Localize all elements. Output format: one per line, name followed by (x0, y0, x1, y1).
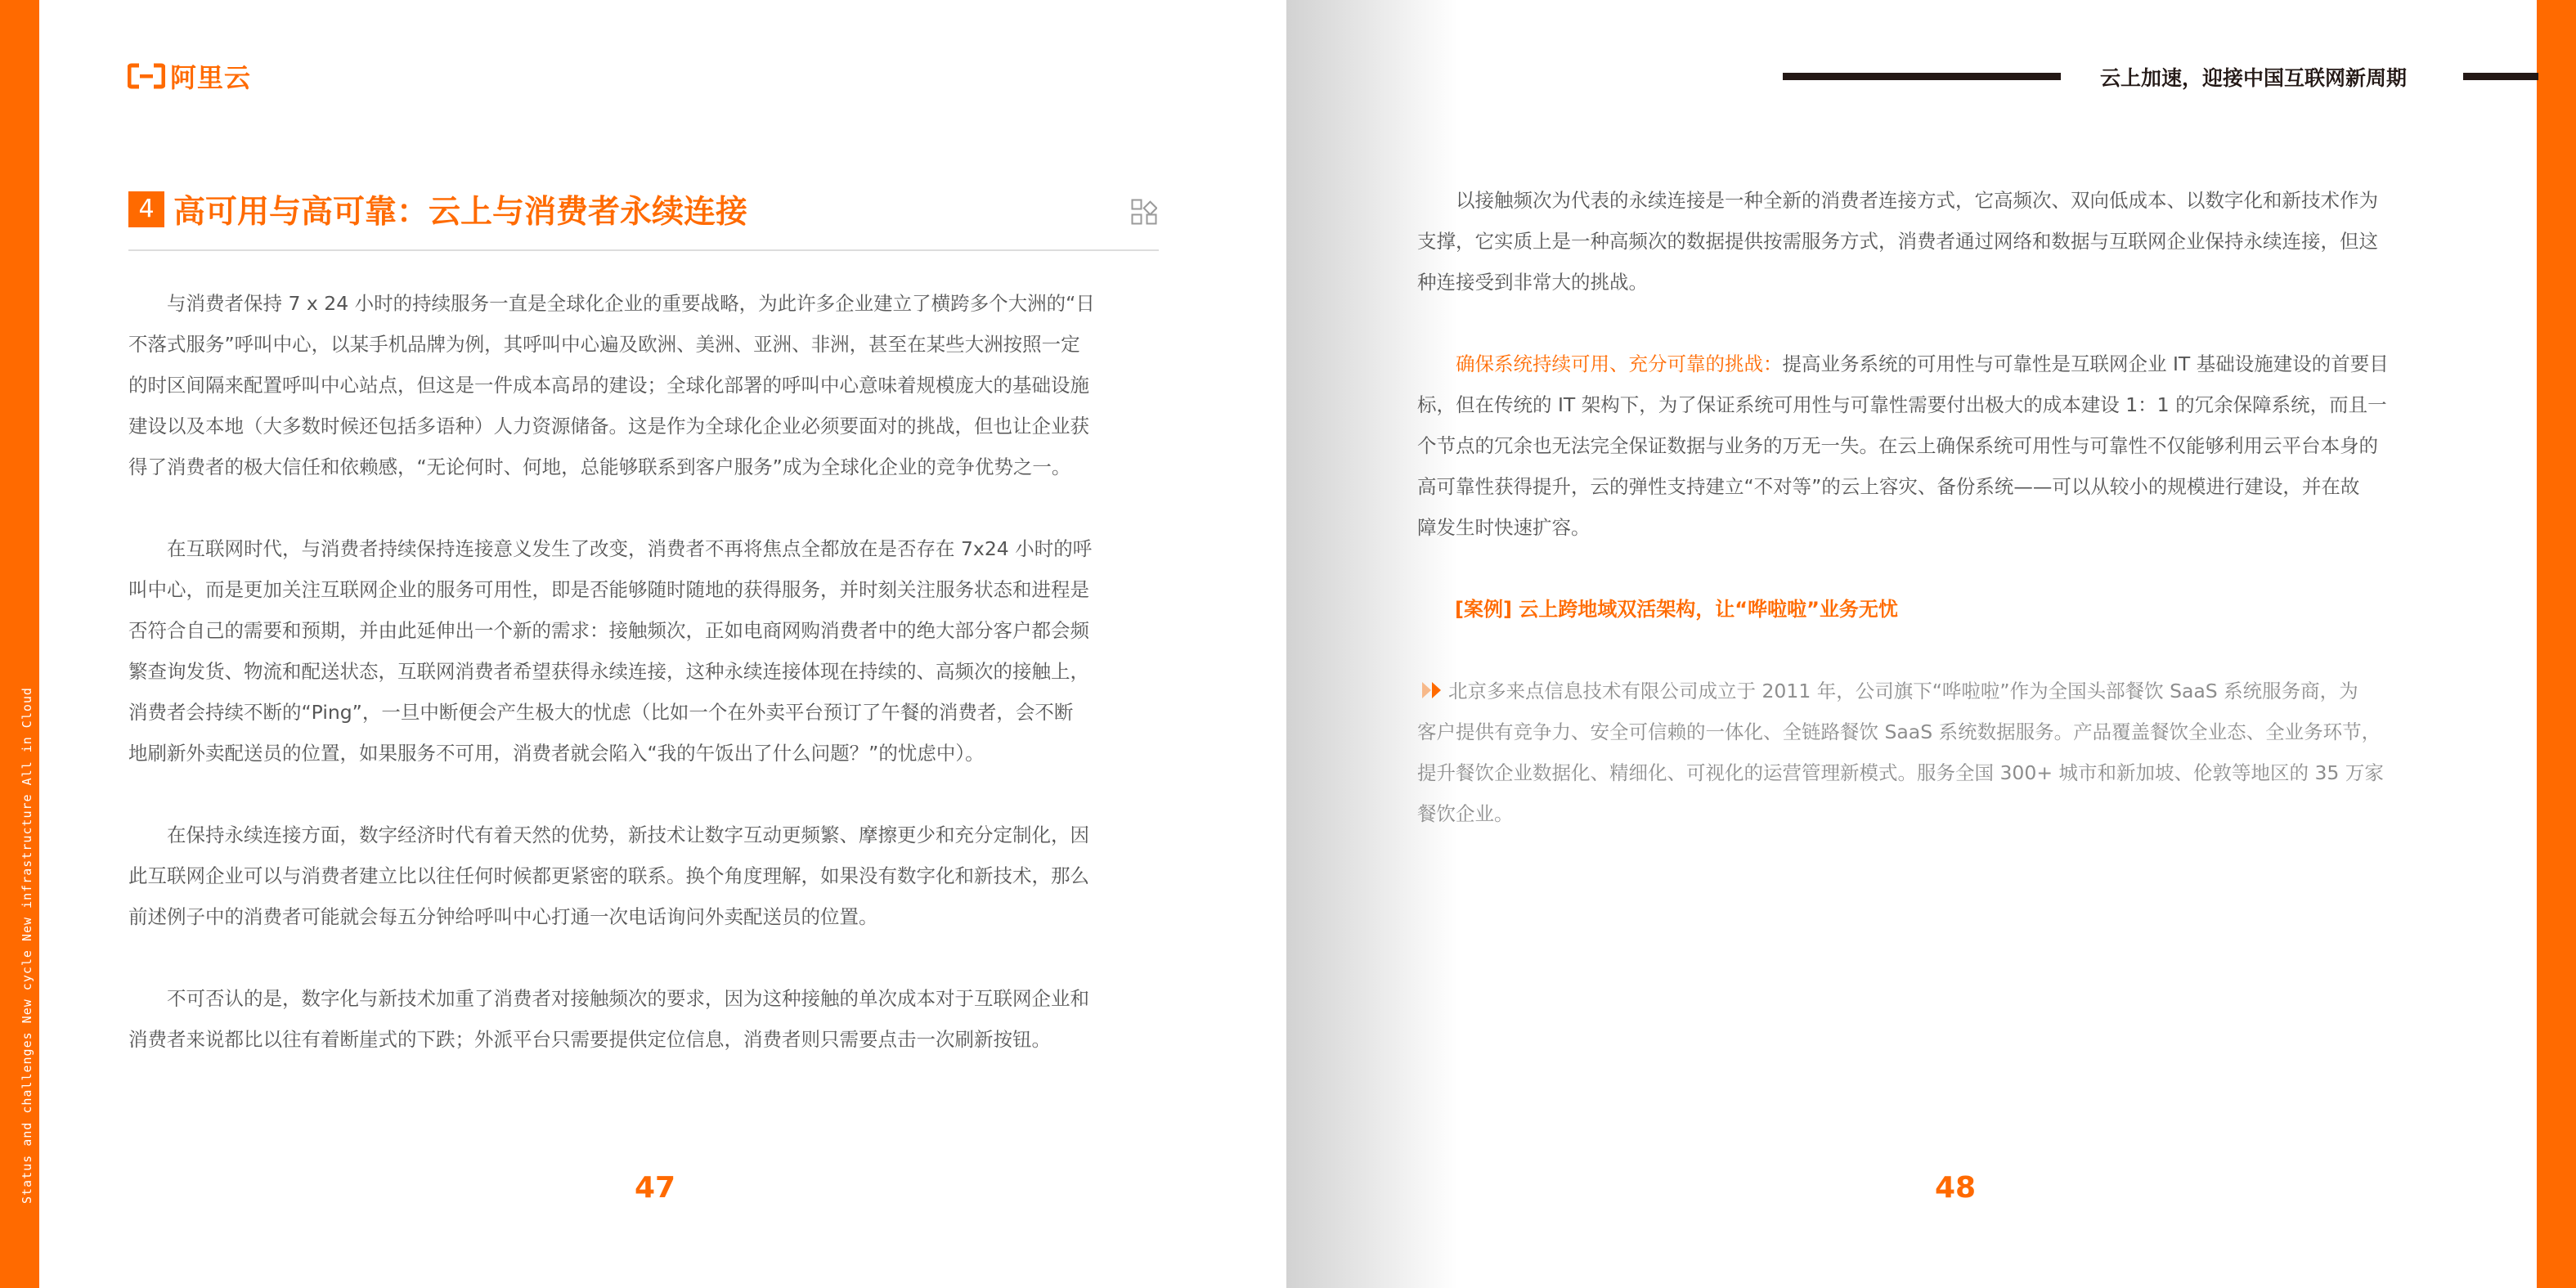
double-arrow-icon (1417, 680, 1448, 701)
section-divider (128, 249, 1159, 251)
right-paragraph-2: 确保系统持续可用、充分可靠的挑战：提高业务系统的可用性与可靠性是互联网企业 IT 基础设施建设的首要目 标，但在传统的 IT 架构下，为了保证系统可用性与可靠性需要付出极大的成本建设 1：1 的冗余保障系统，而且一 个节点的冗余也无法完全保证数据与业务的万无一失。在云上确保系统可用性与可靠性不仅能够利用云平台本身的 高可靠性获得提升，云的弹性支持建立“不对等”的云上容灾、备份系统——可以从较小的规模进行建设，并在故 障发生时快速扩容。 (1417, 352, 2389, 539)
aliyun-logo (128, 59, 251, 93)
section-title: 高可用与高可靠：云上与消费者永续连接 (173, 194, 748, 231)
grid-icon (1131, 199, 1157, 225)
left-paragraph-4: 不可否认的是，数字化与新技术加重了消费者对接触频次的要求，因为这种接触的单次成本对于互联网企业和 消费者来说都比以往有着断崖式的下跌；外派平台只需要提供定位信息，消费者则只需要点击一次刷新按钮。 (128, 987, 1089, 1051)
header-title: 云上加速，迎接中国互联网新周期 (2100, 66, 2408, 90)
challenge-highlight: 确保系统持续可用、充分可靠的挑战： (1456, 352, 1783, 375)
case-title: [案例] 云上跨地域双活架构，让“哗啦啦”业务无忧 (1455, 598, 1898, 621)
left-paragraph-3: 在保持永续连接方面，数字经济时代有着天然的优势，新技术让数字互动更频繁、摩擦更少和充分定制化，因 此互联网企业可以与消费者建立比以往任何时候都更紧密的联系。换个角度理解，如果没有数字化和新技术，那么 前述例子中的消费者可能就会每五分钟给呼叫中心打通一次电话询问外卖配送员的位置。 (128, 824, 1089, 928)
left-page-body (128, 283, 1159, 1101)
right-paragraph-1: 以接触频次为代表的永续连接是一种全新的消费者连接方式，它高频次、双向低成本、以数字化和新技术作为 支撑，它实质上是一种高频次的数据提供按需服务方式，消费者通过网络和数据与互联网企业保持永续连接，但这 种连接受到非常大的挑战。 (1417, 189, 2378, 294)
company-intro (1417, 671, 2448, 834)
spine-text: Status and challenges New cycle New infrastructure All in Cloud (20, 687, 34, 1204)
company-paragraph: 北京多来点信息技术有限公司成立于 2011 年，公司旗下“哗啦啦”作为全国头部餐饮 SaaS 系统服务商，为 客户提供有竞争力、安全可信赖的一体化、全链路餐饮 SaaS 系统数据服务。产品覆盖餐饮全业态、全业务环节， 提升餐饮企业数据化、精细化、可视化的运营管理新模式。服务全国 300+ 城市和新加坡、伦敦等地区的 35 万家 餐饮企业。 (1417, 680, 2384, 825)
logo-text: 阿里云 (170, 62, 252, 93)
left-paragraph-2: 在互联网时代，与消费者持续保持连接意义发生了改变，消费者不再将焦点全都放在是否存在 7x24 小时的呼 叫中心，而是更加关注互联网企业的服务可用性，即是否能够随时随地的获得服务，并时刻关注服务状态和进程是 否符合自己的需要和预期，并由此延伸出一个新的需求：接触频次，正如电商网购消费者中的绝大部分客户都会频 繁查询发货、物流和配送状态，互联网消费者希望获得永续连接，这种永续连接体现在持续的、高频次的接触上， 消费者会持续不断的“Ping”，一旦中断便会产生极大的忧虑（比如一个在外卖平台预订了午餐的消费者，会不断 地刷新外卖配送员的位置，如果服务不可用，消费者就会陷入“我的午饭出了什么问题？”的忧虑中）。 (128, 537, 1093, 765)
header-bar-left (1783, 73, 2061, 80)
page-number-left: 47 (635, 1171, 676, 1205)
right-page-body (1417, 180, 2448, 875)
right-orange-strip (2537, 0, 2576, 1288)
section-number-badge: 4 (128, 191, 164, 227)
header-bar-right (2463, 73, 2538, 80)
aliyun-logo-icon (128, 62, 165, 90)
page-number-right: 48 (1935, 1171, 1977, 1205)
left-paragraph-1: 与消费者保持 7 x 24 小时的持续服务一直是全球化企业的重要战略，为此许多企业建立了横跨多个大洲的“日 不落式服务”呼叫中心，以某手机品牌为例，其呼叫中心遍及欧洲、美洲、亚洲、非洲，甚至在某些大洲按照一定 的时区间隔来配置呼叫中心站点，但这是一件成本高昂的建设；全球化部署的呼叫中心意味着规模庞大的基础设施 建设以及本地（大多数时候还包括多语种）人力资源储备。这是作为全球化企业必须要面对的挑战，但也让企业获 得了消费者的极大信任和依赖感，“无论何时、何地，总能够联系到客户服务”成为全球化企业的竞争优势之一。 (128, 292, 1095, 478)
